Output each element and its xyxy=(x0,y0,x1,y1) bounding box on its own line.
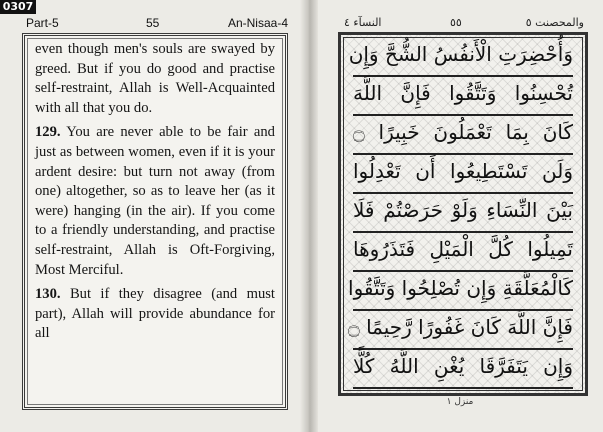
translation-frame xyxy=(22,33,288,410)
verse-number: 130. xyxy=(35,286,61,303)
paragraph-text: But if they disagree (and must part), Allah will provide abundance for all xyxy=(35,286,275,342)
juz-label: والمحصنت ٥ xyxy=(525,16,584,29)
page-number: 55 xyxy=(146,16,160,30)
surah-name: An-Nisaa-4 xyxy=(227,16,288,30)
paragraph-text: You are never able to be fair and just as between women, even if it is your ardent desire: but turn not away (from one) altogether, so as to leave her (as it were) hanging (in the air). If you come to a friendly understanding, and practise self-restraint, Allah is Oft-Forgiving, Most Merciful. xyxy=(35,124,275,278)
part-label: Part-5 xyxy=(26,16,59,30)
arabic-line: تَمِيلُوا كُلَّ الْمَيْلِ فَتَذَرُوهَا xyxy=(353,234,573,272)
arabic-line: كَالْمُعَلَّقَةِ وَإِن تُصْلِحُوا وَتَتَّقُوا xyxy=(353,273,573,311)
translation-paragraph xyxy=(35,285,275,344)
verse-number: 129. xyxy=(35,124,61,141)
left-page-header xyxy=(22,16,288,32)
arabic-text-frame xyxy=(338,32,588,396)
arabic-line: وَأُحْضِرَتِ الْأَنفُسُ الشُّحَّ وَإِن xyxy=(353,39,573,77)
arabic-line: بَيْنَ النِّسَاءِ وَلَوْ حَرَصْتُمْ فَلَا xyxy=(353,195,573,233)
paragraph-text: even though men's souls are swayed by greed. But if you do good and practise self-restraint, Allah is Well-Acquainted with all that you do. xyxy=(35,41,275,116)
page-id-badge: 0307 xyxy=(0,0,36,14)
arabic-line: وَلَن تَسْتَطِيعُوا أَن تَعْدِلُوا xyxy=(353,156,573,194)
translation-text xyxy=(35,40,275,349)
arabic-line: فَإِنَّ اللَّهَ كَانَ غَفُورًا رَّحِيمًا ۝ xyxy=(353,312,573,350)
translation-paragraph xyxy=(35,123,275,280)
arabic-surah-name: النسآء ٤ xyxy=(344,16,382,29)
arabic-page-number: ٥٥ xyxy=(450,16,462,29)
translation-paragraph xyxy=(35,40,275,118)
book-spine xyxy=(300,0,318,432)
arabic-line: تُحْسِنُوا وَتَتَّقُوا فَإِنَّ اللَّهَ xyxy=(353,78,573,116)
manzil-mark: منزل ١ xyxy=(446,397,474,407)
right-page-header xyxy=(340,16,584,32)
arabic-line: كَانَ بِمَا تَعْمَلُونَ خَبِيرًا ۝ xyxy=(353,117,573,155)
arabic-line: وَإِن يَتَفَرَّقَا يُغْنِ اللَّهُ كُلًّا xyxy=(353,351,573,389)
